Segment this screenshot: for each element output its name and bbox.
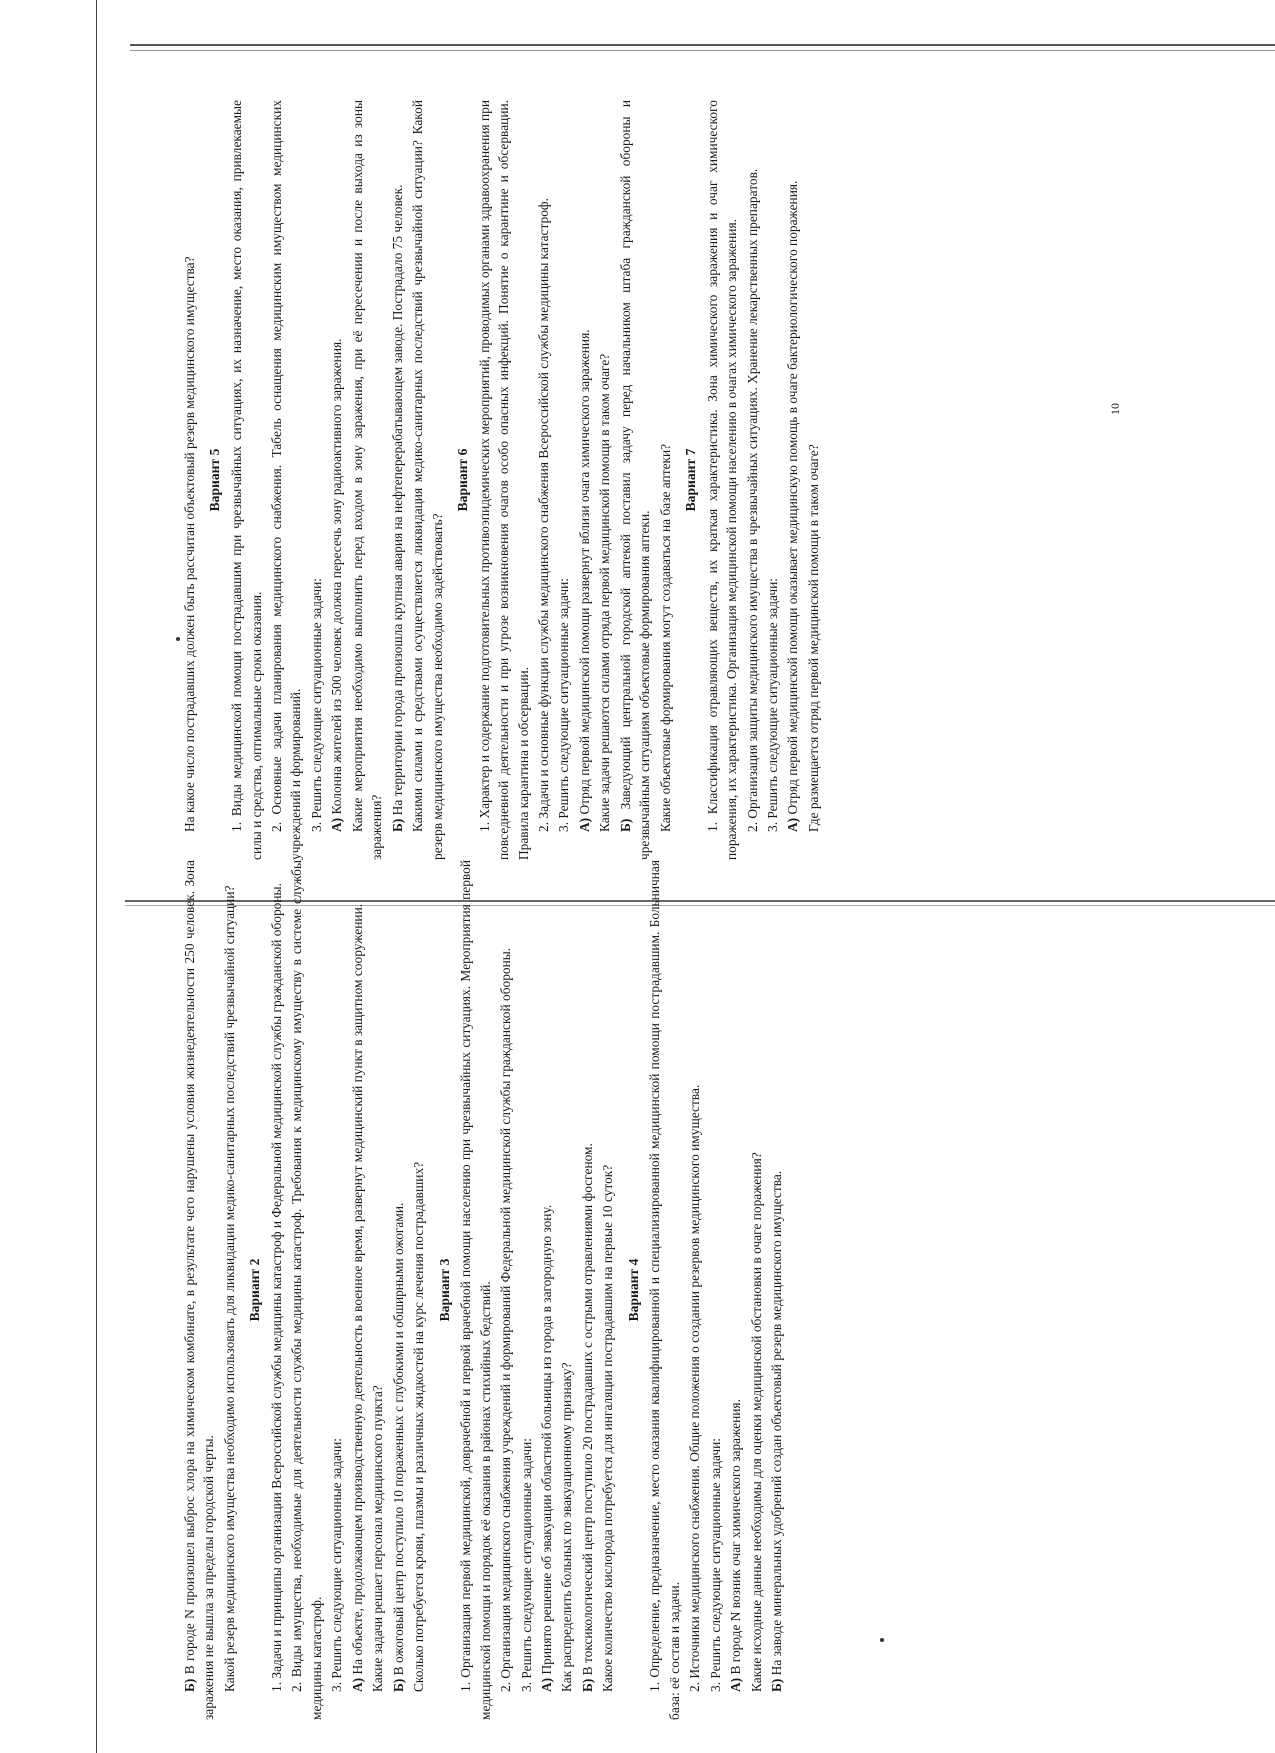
variant-4-task-a — [726, 860, 745, 1720]
task-b-text: В ожоговый центр поступило 10 пораженных с глубокими и обширными ожогами. — [390, 1202, 406, 1676]
task-b-label: Б) — [182, 1678, 197, 1692]
task-b-text: Заведующий центральной городской аптекой поставил задачу перед начальником штаба гражданской обороны и чрезвычайным ситуациям объектовые формирования аптеки. — [617, 100, 653, 860]
task-a-label: А) — [728, 1677, 744, 1692]
variant-7-heading: Вариант 7 — [683, 448, 699, 512]
variant-3-question-3: 3. Решить следующие ситуационные задачи: — [518, 1437, 534, 1692]
variant-4-task-b — [767, 860, 786, 1720]
task-a-text: Колонна жителей из 500 человек должна пересечь зону радиоактивного заражения. — [329, 338, 345, 815]
variant-5-question-1: 1. Виды медицинской помощи пострадавшим при чрезвычайных ситуациях, их назначение, место оказания, привлекаемые силы и средства, оптимальные сроки оказания. — [229, 100, 264, 860]
variant-6-task-a-question: Какие задачи решаются силами отряда первой медицинской помощи в таком очаге? — [597, 353, 613, 832]
variant-6-task-b — [616, 100, 655, 860]
upper-page — [180, 100, 1200, 860]
variant-5-task-b — [388, 100, 407, 860]
variant-2-question-3: 3. Решить следующие ситуационные задачи: — [329, 1437, 345, 1692]
variant-3-task-a — [537, 860, 556, 1720]
lower-page — [180, 860, 1200, 1720]
variant-2-task-a-question: Какие задачи решает персонал медицинского пункта? — [370, 1385, 386, 1692]
variant-5-heading: Вариант 5 — [207, 448, 223, 512]
variant-7-question-3: 3. Решить следующие ситуационные задачи: — [765, 577, 781, 832]
variant-3-task-b — [578, 860, 597, 1720]
intro-question: На какое число пострадавших должен быть рассчитан объектовый резерв медицинского имущества? — [182, 256, 197, 832]
task-b-label: Б) — [617, 818, 633, 832]
variant-6-question-1: 1. Характер и содержание подготовительных противоэпидемических мероприятий, проводимых органами здравоохранения при повседневной деятельности и при угрозе возникновения очагов особо опасных инфекций. Понятие о карантине и обсервации. Правила карантина и обсервации. — [476, 100, 531, 860]
variant-4-heading: Вариант 4 — [625, 1258, 641, 1322]
task-a-text: Принято решение об эвакуации областной больницы из города в загородную зону. — [538, 1204, 554, 1675]
task-a-text: В городе N возник очаг химического заражения. — [728, 1399, 744, 1675]
variant-3-task-b-question: Какое количество кислорода потребуется для ингаляции пострадавшим на первые 10 суток? — [600, 1164, 616, 1692]
task-b-text: На заводе минеральных удобрений создан объектовый резерв медицинского имущества. — [769, 1170, 785, 1676]
variant-3-question-1: 1. Организация первой медицинской, доврачебной и первой врачебной помощи населению при чрезвычайных ситуациях. Мероприятия первой медицинской помощи и порядок её оказания в районах стихийных бедствий. — [458, 860, 493, 1720]
task-a-text: На объекте, продолжающем производственную деятельность в военное время, развернут медицинский пункт в защитном сооружении. — [349, 903, 365, 1675]
variant-6-task-a — [575, 100, 594, 860]
task-b-label: Б) — [389, 818, 405, 832]
variant-3-heading: Вариант 3 — [436, 1258, 452, 1322]
task-b-label: Б) — [579, 1678, 595, 1692]
task-b-text: В токсикологический центр поступило 20 пострадавших с острыми отравлениями фосгеном. — [579, 1143, 595, 1676]
task-a-label: А) — [329, 817, 345, 832]
task-b-label: Б) — [390, 1678, 406, 1692]
variant-5-task-a — [327, 100, 346, 860]
variant-7-task-a-question: Где размещается отряд первой медицинской помощи в таком очаге? — [805, 444, 821, 832]
task-a-label: А) — [349, 1677, 365, 1692]
variant-4-question-3: 3. Решить следующие ситуационные задачи: — [707, 1437, 723, 1692]
variant-7-task-a — [783, 100, 802, 860]
page-number: 10 — [1108, 403, 1122, 415]
task-a-text: Отряд первой медицинской помощи развернут вблизи очага химического заражения. — [576, 329, 592, 815]
variant-4-task-a-question: Какие исходные данные необходимы для оценки медицинской обстановки в очаге поражения? — [748, 1152, 764, 1692]
variant-7-question-2: 2. Организация защиты медицинского имущества в чрезвычайных ситуациях. Хранение лекарственных препаратов. — [744, 168, 760, 832]
variant-2-heading: Вариант 2 — [247, 1258, 263, 1322]
task-b-label: Б) — [769, 1678, 785, 1692]
variant-2-task-a — [348, 860, 367, 1720]
variant-6-question-2: 2. Задачи и основные функции службы медицинского снабжения Всероссийской службы медицины катастроф. — [535, 198, 551, 832]
task-a-label: А) — [785, 817, 801, 832]
scan-edge-top — [130, 44, 1275, 46]
variant-4-question-1: 1. Определение, предназначение, место оказания квалифицированной и специализированной медицинской помощи пострадавшим. Больничная база: её состав и задачи. — [647, 860, 682, 1720]
task-b-text: В городе N произошел выброс хлора на химическом комбинате, в результате чего нарушены условия жизнедеятельности 250 человек. Зона заражения не вышла за пределы городской черты. — [182, 860, 217, 1720]
task-a-label: А) — [576, 817, 592, 832]
variant-4-question-2: 2. Источники медицинского снабжения. Общие положения о создании резервов медицинского имущества. — [687, 1084, 703, 1692]
variant-3-task-a-question: Как распределить больных по эвакуационному признаку? — [559, 1362, 575, 1692]
variant-2-task-b — [389, 860, 408, 1720]
variant-6-task-b-question: Какие объектовые формирования могут создаваться на базе аптеки? — [657, 443, 673, 832]
task-b-text: На территории города произошла крупная авария на нефтеперерабатывающем заводе. Пострадало 75 человек. — [389, 184, 405, 816]
variant-6-heading: Вариант 6 — [454, 448, 470, 512]
task-a-label: А) — [538, 1677, 554, 1692]
scan-edge-left — [96, 0, 97, 1753]
variant-2-task-b-question: Сколько потребуется крови, плазмы и различных жидкостей на курс лечения пострадавших? — [411, 1161, 427, 1692]
scan-edge-top-inner — [130, 50, 1275, 51]
variant-6-question-3: 3. Решить следующие ситуационные задачи: — [556, 577, 572, 832]
variant-3-question-2: 2. Организация медицинского снабжения учреждений и формирований Федеральной медицинской службы гражданской обороны. — [498, 947, 514, 1692]
variant-2-question-2: 2. Виды имущества, необходимые для деятельности службы медицины катастроф. Требования к медицинскому имуществу в системе службы медицины катастроф. — [289, 860, 324, 1720]
intro-task-b — [180, 860, 219, 1720]
variant-5-task-a-question: Какие мероприятия необходимо выполнить перед входом в зону заражения, при её пересечении и после выхода из зоны заражения? — [349, 100, 385, 860]
task-a-text: Отряд первой медицинской помощи оказывает медицинскую помощь в очаге бактериологического поражения. — [785, 180, 801, 815]
variant-5-question-2: 2. Основные задачи планирования медицинского снабжения. Табель оснащения медицинским имуществом медицинских учреждений и формирований. — [269, 100, 304, 860]
variant-5-question-3: 3. Решить следующие ситуационные задачи: — [308, 577, 324, 832]
variant-5-task-b-question: Какими силами и средствами осуществляется ликвидация медико-санитарных последствий чрезвычайной ситуации? Какой резерв медицинского имущества необходимо задействовать? — [410, 100, 445, 860]
variant-7-question-1: 1. Классификация отравляющих веществ, их краткая характеристика. Зона химического заражения и очаг химического поражения, их характеристика. Организация медицинской помощи населению в очагах химического заражения. — [704, 100, 740, 860]
intro-task-b-question: Какой резерв медицинского имущества необходимо использовать для ликвидации медико-санитарных последствий чрезвычайной ситуации? — [221, 885, 237, 1692]
variant-2-question-1: 1. Задачи и принципы организации Всероссийской службы медицины катастроф и Федеральной медицинской службы гражданской обороны. — [269, 883, 285, 1692]
